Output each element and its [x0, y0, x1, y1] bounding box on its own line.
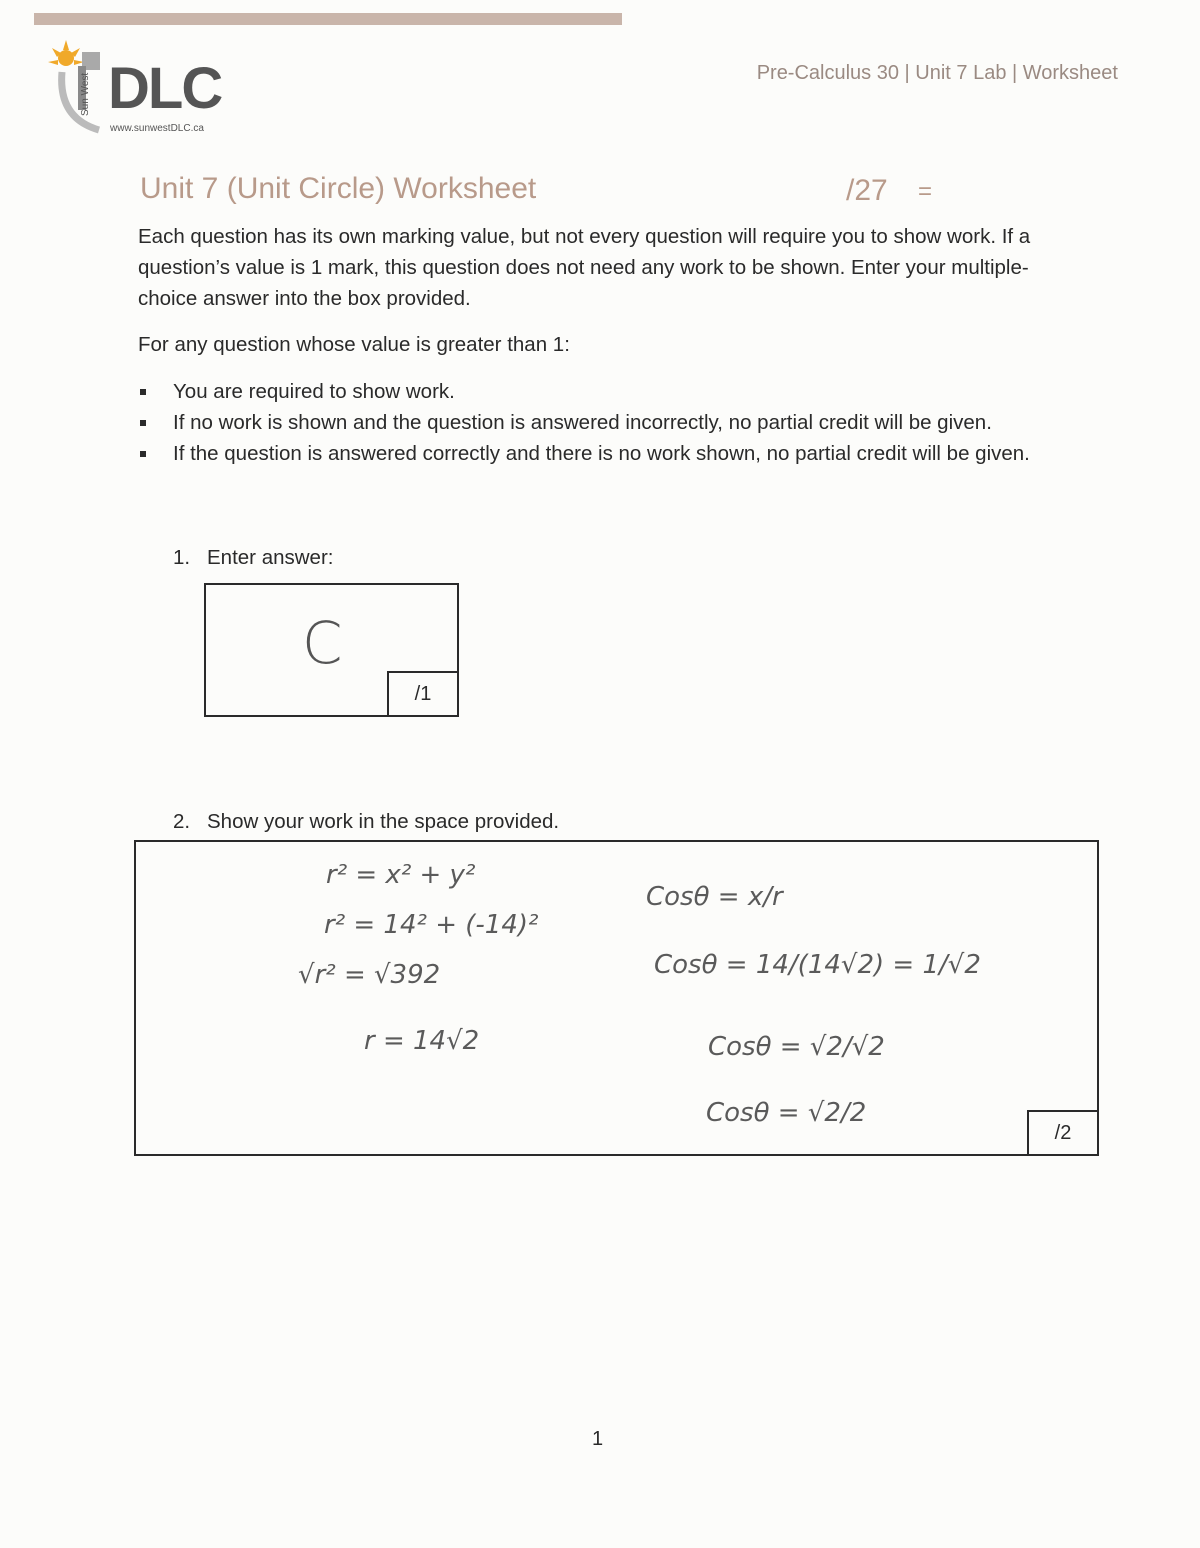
answer-box-1[interactable]	[204, 583, 459, 717]
work-line: r² = 14² + (-14)²	[324, 910, 539, 940]
work-line: √r² = √392	[298, 960, 441, 990]
work-line: r² = x² + y²	[326, 860, 476, 890]
logo-brand: DLC	[108, 56, 222, 121]
total-score: /27	[846, 174, 888, 207]
work-line: r = 14√2	[364, 1026, 480, 1056]
top-color-bar	[34, 13, 622, 25]
question-number: 2.	[173, 810, 191, 833]
question-2	[173, 810, 559, 834]
handwritten-answer: C	[302, 609, 343, 677]
work-line: Cosθ = x/r	[646, 882, 783, 912]
score-equals: =	[918, 178, 933, 205]
logo-url: www.sunwestDLC.ca	[110, 123, 204, 134]
bullet-icon	[140, 420, 146, 426]
work-box-2[interactable]	[134, 840, 1099, 1156]
mark-box: /1	[387, 671, 459, 717]
page-number: 1	[592, 1428, 604, 1450]
question-prompt: Show your work in the space provided.	[207, 810, 560, 833]
work-line: Cosθ = 14/(14√2) = 1/√2	[654, 950, 981, 980]
instructions-paragraph: Each question has its own marking value, but not every question will require you to show work. If a question’s value is 1 mark, this question does not need any work to be shown. Enter your multiple-choice answer into the box provided.	[138, 225, 1031, 310]
work-line: Cosθ = √2/√2	[708, 1032, 885, 1062]
instructions-bullets	[140, 376, 1080, 469]
instructions-condition: For any question whose value is greater than 1:	[138, 333, 570, 356]
bullet-icon	[140, 389, 146, 395]
bullet-item: You are required to show work.	[140, 376, 1080, 407]
logo-side-text: Sun West	[80, 72, 91, 116]
bullet-icon	[140, 451, 146, 457]
question-1	[173, 546, 333, 570]
worksheet-title: Unit 7 (Unit Circle) Worksheet	[140, 172, 537, 205]
bullet-item: If the question is answered correctly and there is no work shown, no partial credit will be given.	[140, 438, 1080, 469]
work-line: Cosθ = √2/2	[706, 1098, 867, 1128]
question-prompt: Enter answer:	[207, 546, 334, 569]
mark-box: /2	[1027, 1110, 1099, 1156]
question-number: 1.	[173, 546, 191, 569]
bullet-item: If no work is shown and the question is answered incorrectly, no partial credit will be given.	[140, 407, 1080, 438]
course-header: Pre-Calculus 30 | Unit 7 Lab | Worksheet	[756, 62, 1118, 84]
